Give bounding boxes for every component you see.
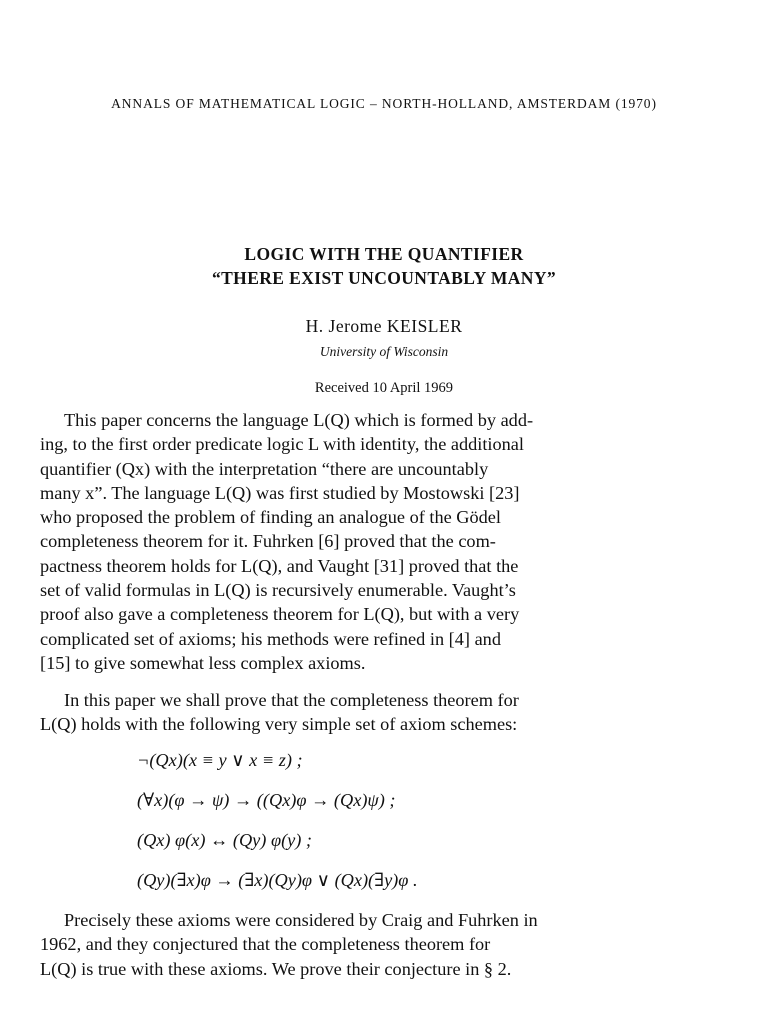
text-line: 1962, and they conjectured that the completeness theorem for	[40, 934, 491, 955]
text-line: [15] to give somewhat less complex axioms.	[40, 652, 366, 673]
text-line: set of valid formulas in L(Q) is recursively enumerable. Vaught’s	[40, 580, 516, 601]
text-line: many x”. The language L(Q) was first studied by Mostowski [23]	[40, 482, 520, 503]
text-line: completeness theorem for it. Fuhrken [6] proved that the com-	[40, 531, 496, 552]
paragraph-2	[40, 688, 720, 737]
paper-title	[0, 242, 768, 290]
axiom-4: (Qy)(∃x)φ → (∃x)(Qy)φ ∨ (Qx)(∃y)φ .	[137, 870, 418, 890]
axiom-2: (∀x)(φ → ψ) → ((Qx)φ → (Qx)ψ) ;	[137, 790, 396, 810]
axiom-1: ¬(Qx)(x ≡ y ∨ x ≡ z) ;	[137, 750, 303, 770]
received-date: Received 10 April 1969	[314, 380, 454, 396]
text-line: In this paper we shall prove that the completeness theorem for	[64, 690, 519, 710]
text-line: pactness theorem holds for L(Q), and Vaught [31] proved that the	[40, 555, 519, 576]
paragraph-1	[40, 408, 720, 675]
text-line: complicated set of axioms; his methods were refined in [4] and	[40, 628, 501, 649]
text-line: This paper concerns the language L(Q) which is formed by add-	[64, 410, 534, 430]
title-line-1: LOGIC WITH THE QUANTIFIER	[244, 244, 524, 264]
text-line: proof also gave a completeness theorem for L(Q), but with a very	[40, 604, 520, 625]
author-name: H. Jerome KEISLER	[305, 316, 463, 336]
author-affiliation: University of Wisconsin	[319, 344, 449, 359]
axiom-3: (Qx) φ(x) ↔ (Qy) φ(y) ;	[137, 830, 313, 850]
text-line: L(Q) is true with these axioms. We prove their conjecture in § 2.	[40, 958, 512, 979]
journal-header: ANNALS OF MATHEMATICAL LOGIC – NORTH-HOLLAND, AMSTERDAM (1970)	[111, 96, 657, 111]
text-line: who proposed the problem of finding an analogue of the Gödel	[40, 507, 501, 528]
paragraph-3	[40, 908, 720, 981]
text-line: L(Q) holds with the following very simple set of axiom schemes:	[40, 714, 518, 735]
text-line: ing, to the first order predicate logic L with identity, the additional	[40, 434, 524, 455]
title-line-2: “THERE EXIST UNCOUNTABLY MANY”	[211, 268, 557, 288]
text-line: quantifier (Qx) with the interpretation “there are uncountably	[40, 458, 489, 479]
text-line: Precisely these axioms were considered by Craig and Fuhrken in	[64, 910, 538, 930]
